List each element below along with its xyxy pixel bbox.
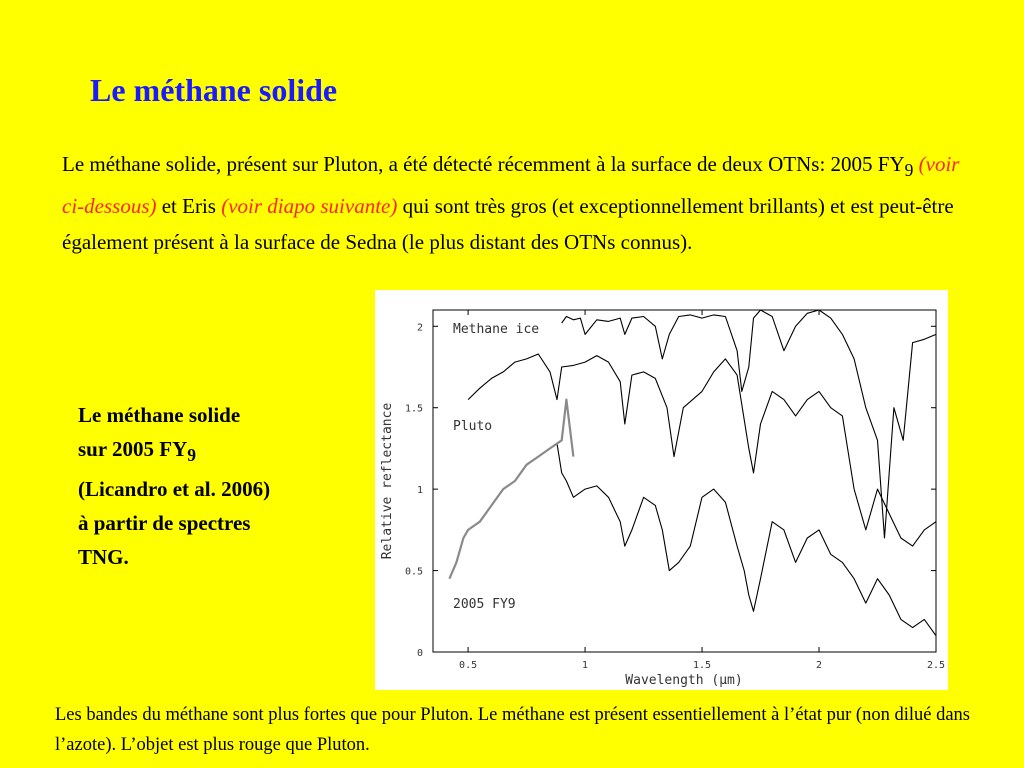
intro-subscript: 9	[904, 160, 914, 181]
intro-text-2: et Eris	[156, 194, 222, 219]
y-tick-label: 0	[416, 648, 423, 659]
side-caption-subscript: 9	[187, 445, 197, 466]
side-caption-line-3: (Licandro et al. 2006)	[78, 477, 271, 502]
side-caption-line-2	[78, 432, 358, 472]
side-caption-line-1: Le méthane solide	[78, 403, 241, 427]
x-tick-label: 2.5	[926, 660, 946, 671]
side-caption-line-4: à partir de spectres	[78, 511, 251, 536]
x-tick-label: 1.5	[693, 660, 712, 671]
y-tick-label: 1.5	[404, 403, 423, 415]
side-caption	[78, 398, 358, 574]
series-label-pluto: Pluto	[453, 419, 493, 434]
y-tick-label: 1	[416, 485, 423, 497]
intro-paragraph	[62, 146, 962, 260]
series-label-2005-fy9: 2005 FY9	[453, 597, 516, 612]
y-tick-label: 2	[416, 322, 423, 334]
y-tick-label: 0.5	[404, 566, 423, 578]
y-axis-label: Relative reflectance	[380, 402, 395, 560]
intro-text-3: qui sont très gros (et exceptionnellement brillants) et est peut-être également présent à la surface de Sedna (le plus distant des OTNs connus).	[62, 194, 954, 255]
page-title: Le méthane solide	[90, 72, 338, 108]
intro-text-1: Le méthane solide, présent sur Pluton, a été détecté récemment à la surface de deux OTNs: 2005 FY	[62, 152, 905, 176]
intro-link-next-slide: (voir diapo suivante)	[221, 194, 398, 219]
x-tick-label: 2	[816, 660, 823, 671]
x-tick-label: 0.5	[459, 660, 478, 671]
footer-note: Les bandes du méthane sont plus fortes que pour Pluton. Le méthane est présent essentiellement à l’état pur (non dilué dans l’azote). L’objet est plus rouge que Pluton.	[55, 705, 970, 755]
x-tick-label: 1	[582, 660, 589, 671]
intro-link-below: (voir ci-dessous)	[62, 152, 960, 219]
side-caption-line-5: TNG.	[78, 545, 129, 570]
side-caption-object: sur 2005 FY	[78, 437, 188, 461]
spectrum-figure	[375, 290, 948, 690]
spectrum-chart	[375, 290, 948, 690]
series-label-methane-ice: Methane ice	[453, 322, 540, 337]
x-axis-label: Wavelength (μm)	[625, 673, 743, 688]
